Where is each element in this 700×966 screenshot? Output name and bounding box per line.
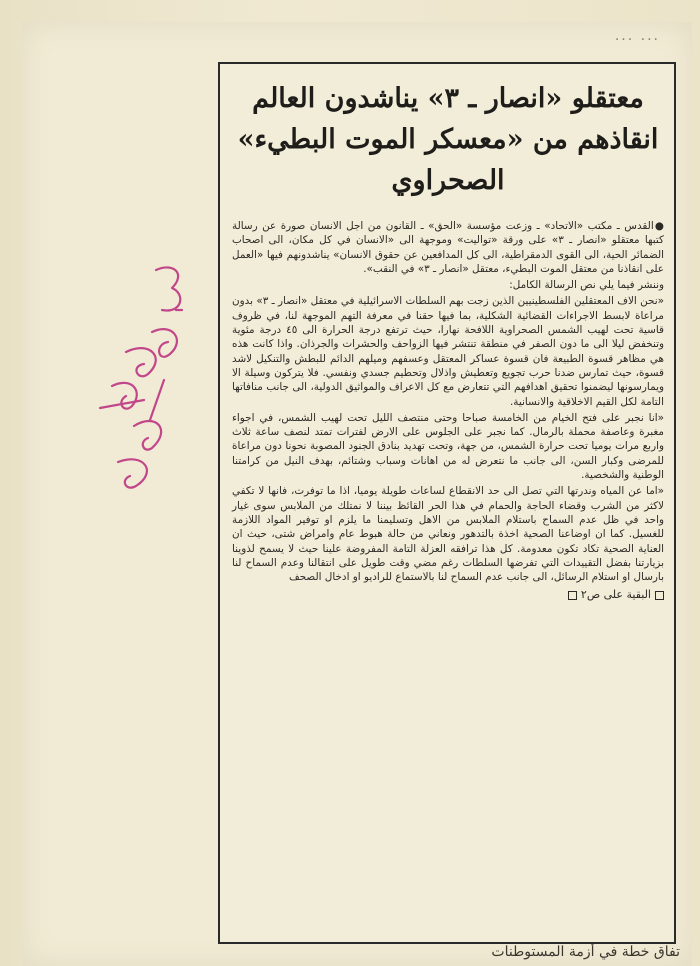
- article-paragraph: «نحن الاف المعتقلين الفلسطينيين الذين زجت بهم السلطات الاسرائيلية في معتقل «انصار ـ ٣» بدون مراعاة لابسط الاجراءات القضائية الشكلية، بما فيها حقنا في معرفة التهم الموجهة لنا، في ظروف قاسية تحت لهيب الشمس الصحراوية اللافحة نهارا، حيث ترتفع درجة الحرارة الى ٤٥ درجة مئوية وتنخفض ليلا الى ما دون الصفر في منطقة تنتشر فيها الزواحف والحشرات والجرذان. واذا كانت هذه هي مظاهر قسوة الطبيعة فان قسوة عساكر المعتقل وعسفهم وميلهم الدائم للبطش والتنكيل لاشد قسوة، حيث تمارس ضدنا حرب تجويع وتعطيش واذلال وتحطيم جسدي ونفسي. فلا يتركون وسيلة الا ويمارسونها ليضمنوا تحقيق اهدافهم التي تتعارض مع كل الاعراف والمواثيق الدولية، الى جانب منافاتها التامة لكل القيم الاخلاقية والانسانية.: [232, 295, 665, 408]
- handwritten-date: [52, 240, 202, 520]
- article-paragraph: وننشر فيما يلي نص الرسالة الكامل:: [509, 279, 664, 292]
- headline-line: الصحراوي: [391, 165, 505, 196]
- box-icon: [655, 591, 664, 600]
- article-headline: [232, 78, 664, 201]
- headline-line: انقاذهم من «معسكر الموت البطيء»: [237, 124, 659, 155]
- headline-line: معتقلو «انصار ـ ٣» يناشدون العالم: [252, 83, 644, 114]
- article-paragraph: «انا نجبر على فتح الخيام من الخامسة صباحا وحتى منتصف الليل تحت لهيب الشمس، في اجواء مغبرة وعاصفة محملة بالرمال. كما نجبر على الجلوس على الارض لفترات تمتد لنصف ساعة ثلاث واربع مرات يوميا تحت حرارة الشمس، من جهة، وتحت تهديد بنادق الجنود المصوبة نحونا دون مراعاة للمرضى وكبار السن، الى جانب ما نتعرض له من اهانات وسباب وشتائم، بهدف النيل من كرامتنا الوطنية والشخصية.: [232, 411, 664, 482]
- continued-label: البقية على ص٢: [580, 588, 651, 602]
- article-paragraph: «اما عن المياه وندرتها التي تصل الى حد الانقطاع لساعات طويلة يوميا، اذا ما توفرت، فانها لا تكفي لاكثر من الشرب وقضاء الحاجة والحمام في هذا الحر القائظ بيننا لا نمتلك من الملابس سوى غيار واحد في ظل عدم السماح باستلام الملابس من الاهل وتسليمنا ما يلزم او توفير المواد اللازمة للغسيل. كما ان اوضاعنا الصحية اخذة بالتدهور ونعاني من حالة هبوط عام وامراض شتى، حيث ان العناية الصحية تكاد تكون معدومة. كل هذا ترافقه العزلة التامة المفروضة علينا حيث لا يسمح لذوينا بزيارتنا بفضل التقييدات التي تفرضها السلطات رغم مضي وقت طويل على انتقالنا وعدم السماح لنا بارسال او استلام الرسائل، الى جانب عدم السماح لنا بالاستماع للراديو او ادخال الصحف: [232, 485, 664, 584]
- top-cut-text: ... ...: [614, 28, 660, 44]
- article-paragraph: ●القدس ـ مكتب «الاتحاد» ـ وزعت مؤسسة «الحق» ـ القانون من اجل الانسان صورة عن رسالة كتبها معتقلو «انصار ـ ٣» على ورقة «تواليت» وموجهة الى «الانسان في كل مكان، الى اصحاب الضمائر الحية، الى القوى الدمقراطية، الى كل المدافعين عن حقوق الانسان» يناشدونهم فيها «العمل على انقاذنا من معتقل الموت البطيء، معتقل «انصار ـ ٣» في النقب».: [232, 220, 664, 275]
- continued-note: [232, 588, 664, 601]
- newspaper-clipping: [218, 62, 676, 944]
- box-icon: [568, 591, 577, 600]
- article: [232, 78, 664, 934]
- article-body: [232, 219, 664, 584]
- bottom-cut-text: تفاق خطة في أزمة المستوطنات: [491, 944, 680, 960]
